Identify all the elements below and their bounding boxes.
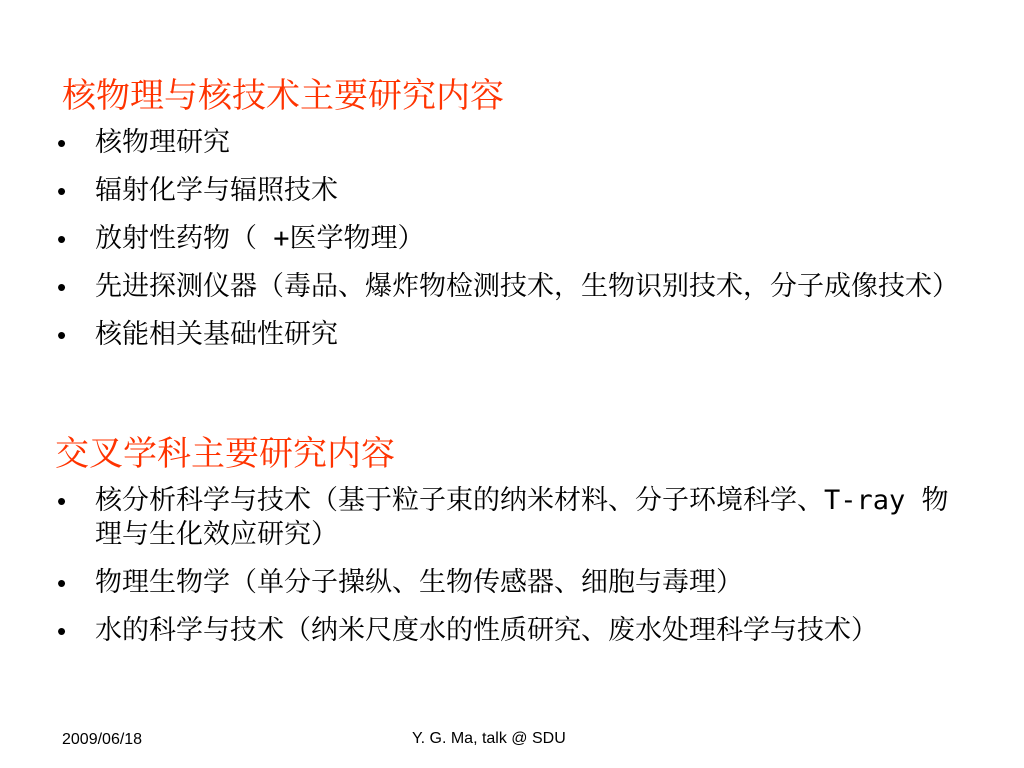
bullet-list-nuclear-physics [55, 126, 975, 366]
bullet-icon: • [57, 616, 67, 646]
footer-date: 2009/06/18 [62, 731, 143, 748]
bullet-icon: • [57, 568, 67, 598]
bullet-text: 核物理研究 [95, 127, 230, 158]
bullet-item [55, 222, 975, 256]
bullet-item [55, 614, 975, 648]
bullet-icon: • [57, 486, 67, 516]
bullet-text: 物理生物学（单分子操纵、生物传感器、细胞与毒理） [95, 567, 743, 598]
bullet-text: 核分析科学与技术（基于粒子束的纳米材料、分子环境科学、T-ray 物理与生化效应研究） [95, 485, 949, 550]
bullet-icon: • [57, 320, 67, 350]
bullet-item [55, 126, 975, 160]
bullet-item [55, 318, 975, 352]
bullet-icon: • [57, 272, 67, 302]
bullet-list-interdisciplinary [55, 484, 975, 662]
bullet-text: 放射性药物（ +医学物理） [95, 223, 425, 254]
bullet-text: 辐射化学与辐照技术 [95, 175, 338, 206]
bullet-item [55, 270, 975, 304]
bullet-item [55, 174, 975, 208]
footer-credit: Y. G. Ma, talk @ SDU [412, 730, 566, 747]
bullet-icon: • [57, 176, 67, 206]
bullet-item [55, 566, 975, 600]
section-heading-nuclear-physics: 核物理与核技术主要研究内容 [62, 76, 504, 116]
bullet-text: 核能相关基础性研究 [95, 319, 338, 350]
bullet-icon: • [57, 224, 67, 254]
bullet-text: 先进探测仪器（毒品、爆炸物检测技术，生物识别技术，分子成像技术） [95, 271, 959, 302]
bullet-icon: • [57, 128, 67, 158]
bullet-text: 水的科学与技术（纳米尺度水的性质研究、废水处理科学与技术） [95, 615, 878, 646]
bullet-item [55, 484, 975, 552]
section-heading-interdisciplinary: 交叉学科主要研究内容 [55, 434, 395, 474]
